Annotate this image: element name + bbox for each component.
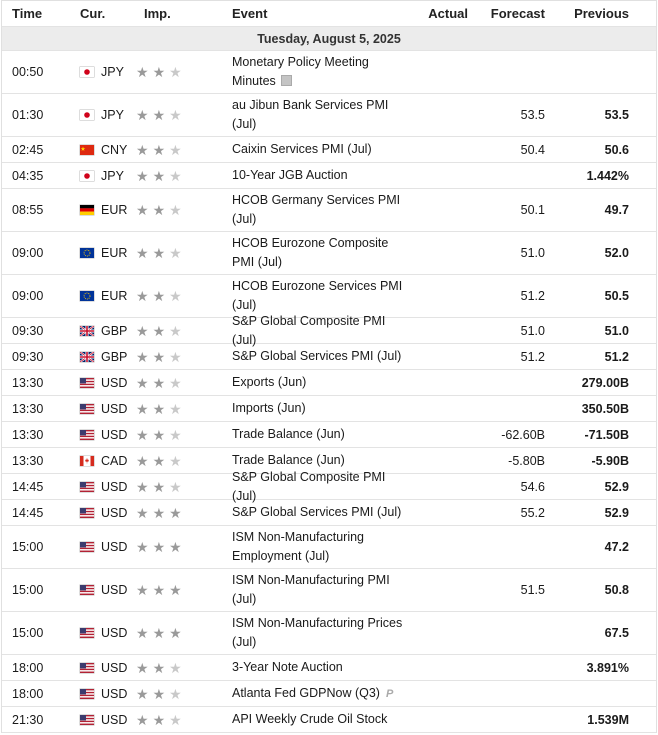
event-title[interactable]: HCOB Eurozone Composite PMI (Jul): [232, 236, 389, 269]
event-title[interactable]: S&P Global Composite PMI (Jul): [232, 313, 386, 347]
table-row[interactable]: [2, 51, 656, 94]
event-title[interactable]: Caixin Services PMI (Jul): [232, 142, 372, 156]
event-time: 04:35: [12, 168, 44, 183]
event-forecast: 51.0: [520, 246, 545, 260]
star-icon: ★: [152, 539, 166, 555]
event-currency: [68, 169, 134, 183]
usa-flag-icon: [80, 663, 94, 673]
table-row[interactable]: [2, 707, 656, 733]
japan-flag-icon: [80, 110, 94, 120]
event-time: 21:30: [12, 712, 44, 727]
event-currency: [68, 661, 134, 675]
event-title[interactable]: Monetary Policy Meeting Minutes: [232, 55, 369, 88]
event-currency: [68, 402, 134, 416]
event-title[interactable]: Trade Balance (Jun): [232, 427, 345, 441]
currency-code: GBP: [101, 349, 128, 364]
event-title[interactable]: Imports (Jun): [232, 401, 306, 415]
star-icon: ★: [136, 426, 149, 443]
economic-calendar-table: [1, 0, 657, 733]
star-icon: ★: [152, 288, 166, 304]
importance-stars: [134, 350, 222, 364]
star-icon: ★: [169, 107, 182, 123]
currency-code: USD: [101, 626, 128, 640]
event-title[interactable]: S&P Global Composite PMI (Jul): [232, 469, 386, 503]
usa-flag-icon: [80, 508, 94, 518]
table-row[interactable]: [2, 569, 656, 612]
importance-stars: [134, 428, 222, 442]
event-currency: [68, 376, 134, 390]
event-previous: 1.539M: [587, 712, 629, 727]
event-name[interactable]: [222, 425, 412, 444]
star-icon: ★: [152, 245, 166, 261]
star-icon: ★: [169, 245, 182, 261]
event-title[interactable]: ISM Non-Manufacturing Prices (Jul): [232, 616, 403, 649]
event-forecast: 50.4: [520, 142, 545, 157]
event-title[interactable]: 3-Year Note Auction: [232, 660, 343, 674]
event-name[interactable]: [222, 503, 412, 522]
event-name[interactable]: [222, 166, 412, 185]
header-forecast[interactable]: Forecast: [490, 6, 545, 21]
star-icon: ★: [169, 625, 182, 641]
star-icon: ★: [152, 64, 166, 80]
event-forecast: 51.2: [520, 289, 545, 303]
event-name[interactable]: [222, 140, 412, 159]
event-previous: 279.00B: [581, 375, 629, 390]
event-currency: [68, 65, 134, 79]
germany-flag-icon: [80, 205, 94, 215]
star-icon: ★: [136, 625, 149, 641]
star-icon: ★: [152, 167, 166, 184]
uk-flag-icon: [80, 326, 94, 336]
importance-stars: [134, 324, 222, 338]
star-icon: ★: [152, 374, 166, 391]
table-row[interactable]: [2, 681, 656, 707]
event-forecast: 51.2: [520, 349, 545, 364]
star-icon: ★: [169, 64, 182, 80]
star-icon: ★: [152, 202, 166, 218]
importance-stars: [134, 143, 222, 157]
event-name[interactable]: [222, 399, 412, 418]
event-time: 15:00: [12, 626, 44, 640]
star-icon: ★: [136, 322, 149, 339]
star-icon: ★: [136, 374, 149, 391]
usa-flag-icon: [80, 482, 94, 492]
table-row[interactable]: [2, 94, 656, 137]
currency-code: CAD: [101, 453, 128, 468]
event-time: 00:50: [12, 65, 44, 79]
event-time: 13:30: [12, 453, 44, 468]
star-icon: ★: [136, 504, 149, 521]
table-row[interactable]: [2, 396, 656, 422]
event-name[interactable]: [222, 571, 412, 609]
china-flag-icon: [80, 145, 94, 155]
currency-code: JPY: [101, 168, 124, 183]
importance-stars: [134, 583, 222, 597]
currency-code: USD: [101, 686, 128, 701]
importance-stars: [134, 65, 222, 79]
star-icon: ★: [136, 245, 149, 261]
event-forecast: 53.5: [520, 108, 545, 122]
event-currency: [68, 506, 134, 520]
star-icon: ★: [152, 426, 166, 443]
event-time: 18:00: [12, 686, 44, 701]
star-icon: ★: [152, 478, 166, 495]
event-currency: [68, 289, 134, 303]
currency-code: EUR: [101, 289, 128, 303]
usa-flag-icon: [80, 689, 94, 699]
event-time: 09:00: [12, 289, 44, 303]
importance-stars: [134, 289, 222, 303]
event-title[interactable]: 10-Year JGB Auction: [232, 168, 348, 182]
currency-code: USD: [101, 660, 128, 675]
star-icon: ★: [169, 141, 182, 158]
table-row[interactable]: [2, 526, 656, 569]
currency-code: GBP: [101, 323, 128, 338]
event-time: 02:45: [12, 142, 44, 157]
event-name[interactable]: [222, 528, 412, 566]
usa-flag-icon: [80, 585, 94, 595]
event-name[interactable]: [222, 234, 412, 272]
event-previous: 53.5: [604, 108, 629, 122]
importance-stars: [134, 480, 222, 494]
event-time: 18:00: [12, 660, 44, 675]
event-previous: 50.8: [604, 583, 629, 597]
star-icon: ★: [169, 504, 182, 521]
event-currency: [68, 480, 134, 494]
event-name[interactable]: [222, 658, 412, 677]
currency-code: USD: [101, 479, 128, 494]
document-icon[interactable]: [281, 75, 292, 86]
event-previous: 52.9: [604, 479, 629, 494]
star-icon: ★: [152, 582, 166, 598]
event-previous: 50.5: [604, 289, 629, 303]
event-title[interactable]: au Jibun Bank Services PMI (Jul): [232, 98, 389, 131]
importance-stars: [134, 376, 222, 390]
table-row[interactable]: [2, 189, 656, 232]
table-row[interactable]: [2, 370, 656, 396]
currency-code: USD: [101, 401, 128, 416]
star-icon: ★: [152, 685, 166, 702]
event-title[interactable]: HCOB Eurozone Services PMI (Jul): [232, 279, 403, 312]
event-name[interactable]: [222, 277, 412, 315]
header-time[interactable]: Time: [12, 6, 43, 21]
event-time: 01:30: [12, 108, 44, 122]
event-time: 13:30: [12, 401, 44, 416]
event-currency: [68, 143, 134, 157]
event-currency: [68, 713, 134, 727]
date-separator: Tuesday, August 5, 2025: [2, 27, 656, 51]
canada-flag-icon: [80, 456, 94, 466]
event-title[interactable]: Exports (Jun): [232, 375, 307, 389]
currency-code: USD: [101, 583, 128, 597]
event-name[interactable]: [222, 191, 412, 229]
table-header: [2, 0, 656, 27]
star-icon: ★: [169, 167, 182, 184]
star-icon: ★: [136, 400, 149, 417]
star-icon: ★: [169, 452, 182, 469]
star-icon: ★: [169, 539, 182, 555]
currency-code: USD: [101, 427, 128, 442]
event-name[interactable]: [222, 53, 412, 91]
star-icon: ★: [152, 107, 166, 123]
event-previous: 3.891%: [586, 660, 629, 675]
event-title[interactable]: ISM Non-Manufacturing PMI (Jul): [232, 573, 390, 606]
importance-stars: [134, 506, 222, 520]
star-icon: ★: [152, 711, 166, 728]
usa-flag-icon: [80, 628, 94, 638]
event-name[interactable]: [222, 710, 412, 729]
importance-stars: [134, 169, 222, 183]
table-row[interactable]: [2, 232, 656, 275]
table-row[interactable]: [2, 313, 656, 347]
usa-flag-icon: [80, 715, 94, 725]
event-forecast: 51.0: [520, 323, 545, 338]
usa-flag-icon: [80, 378, 94, 388]
event-forecast: 54.6: [520, 479, 545, 494]
event-previous: -71.50B: [584, 427, 629, 442]
currency-code: USD: [101, 505, 128, 520]
event-title[interactable]: ISM Non-Manufacturing Employment (Jul): [232, 530, 365, 563]
header-previous[interactable]: Previous: [574, 6, 629, 21]
star-icon: ★: [152, 141, 166, 158]
star-icon: ★: [136, 659, 149, 676]
star-icon: ★: [136, 348, 149, 365]
event-currency: [68, 324, 134, 338]
event-time: 13:30: [12, 375, 44, 390]
star-icon: ★: [169, 659, 182, 676]
event-currency: [68, 583, 134, 597]
event-currency: [68, 687, 134, 701]
event-currency: [68, 203, 134, 217]
event-previous: 51.0: [604, 323, 629, 338]
star-icon: ★: [152, 625, 166, 641]
star-icon: ★: [152, 348, 166, 365]
star-icon: ★: [169, 685, 182, 702]
currency-code: USD: [101, 375, 128, 390]
event-name[interactable]: [222, 684, 412, 704]
currency-code: EUR: [101, 203, 128, 217]
event-forecast: 55.2: [520, 505, 545, 520]
event-time: 14:45: [12, 505, 44, 520]
event-currency: [68, 454, 134, 468]
importance-stars: [134, 540, 222, 554]
importance-stars: [134, 713, 222, 727]
star-icon: ★: [136, 582, 149, 598]
importance-stars: [134, 454, 222, 468]
event-name[interactable]: [222, 373, 412, 392]
header-currency[interactable]: Cur.: [80, 6, 106, 21]
preliminary-icon[interactable]: P: [385, 687, 394, 700]
currency-code: USD: [101, 712, 128, 727]
event-currency: [68, 350, 134, 364]
importance-stars: [134, 108, 222, 122]
star-icon: ★: [152, 504, 166, 521]
event-previous: 50.6: [604, 142, 629, 157]
table-row[interactable]: [2, 344, 656, 370]
star-icon: ★: [152, 452, 166, 469]
currency-code: JPY: [101, 65, 124, 79]
importance-stars: [134, 203, 222, 217]
star-icon: ★: [169, 322, 182, 339]
table-row[interactable]: [2, 469, 656, 503]
event-time: 09:00: [12, 246, 44, 260]
japan-flag-icon: [80, 67, 94, 77]
event-currency: [68, 540, 134, 554]
event-forecast: 50.1: [520, 203, 545, 217]
table-row[interactable]: [2, 612, 656, 655]
star-icon: ★: [136, 452, 149, 469]
event-previous: 51.2: [604, 349, 629, 364]
star-icon: ★: [136, 539, 149, 555]
star-icon: ★: [169, 374, 182, 391]
event-time: 09:30: [12, 349, 44, 364]
event-title[interactable]: S&P Global Services PMI (Jul): [232, 349, 402, 363]
event-currency: [68, 246, 134, 260]
importance-stars: [134, 402, 222, 416]
table-row[interactable]: [2, 137, 656, 163]
event-name[interactable]: [222, 614, 412, 652]
event-name[interactable]: [222, 312, 412, 350]
importance-stars: [134, 626, 222, 640]
event-name[interactable]: [222, 347, 412, 366]
star-icon: ★: [136, 64, 149, 80]
event-previous: 49.7: [604, 203, 629, 217]
star-icon: ★: [152, 659, 166, 676]
star-icon: ★: [136, 288, 149, 304]
event-previous: 52.0: [604, 246, 629, 260]
table-row[interactable]: [2, 163, 656, 189]
star-icon: ★: [169, 582, 182, 598]
event-currency: [68, 108, 134, 122]
star-icon: ★: [169, 288, 182, 304]
event-time: 13:30: [12, 427, 44, 442]
event-title[interactable]: API Weekly Crude Oil Stock: [232, 712, 388, 726]
usa-flag-icon: [80, 542, 94, 552]
event-title[interactable]: HCOB Germany Services PMI (Jul): [232, 193, 401, 226]
usa-flag-icon: [80, 430, 94, 440]
currency-code: JPY: [101, 108, 124, 122]
importance-stars: [134, 661, 222, 675]
event-name[interactable]: [222, 96, 412, 134]
star-icon: ★: [136, 685, 149, 702]
star-icon: ★: [136, 107, 149, 123]
event-time: 09:30: [12, 323, 44, 338]
event-forecast: 51.5: [520, 583, 545, 597]
table-row[interactable]: [2, 500, 656, 526]
eu-flag-icon: [80, 291, 94, 301]
star-icon: ★: [136, 141, 149, 158]
event-previous: -5.90B: [591, 453, 629, 468]
header-importance[interactable]: Imp.: [144, 6, 171, 21]
importance-stars: [134, 687, 222, 701]
star-icon: ★: [169, 711, 182, 728]
japan-flag-icon: [80, 171, 94, 181]
event-name[interactable]: [222, 468, 412, 506]
star-icon: ★: [169, 400, 182, 417]
uk-flag-icon: [80, 352, 94, 362]
header-actual[interactable]: Actual: [428, 6, 468, 21]
star-icon: ★: [169, 202, 182, 218]
event-previous: 52.9: [604, 505, 629, 520]
event-currency: [68, 626, 134, 640]
event-title[interactable]: S&P Global Services PMI (Jul): [232, 505, 402, 519]
event-previous: 47.2: [604, 540, 629, 554]
event-previous: 1.442%: [586, 168, 629, 183]
event-time: 15:00: [12, 583, 44, 597]
event-previous: 350.50B: [581, 401, 629, 416]
star-icon: ★: [136, 202, 149, 218]
header-event[interactable]: Event: [232, 6, 268, 21]
usa-flag-icon: [80, 404, 94, 414]
event-currency: [68, 428, 134, 442]
event-previous: 67.5: [604, 626, 629, 640]
importance-stars: [134, 246, 222, 260]
event-time: 08:55: [12, 203, 44, 217]
event-forecast: -5.80B: [508, 453, 545, 468]
event-title[interactable]: Atlanta Fed GDPNow (Q3): [232, 685, 380, 700]
table-row[interactable]: [2, 655, 656, 681]
star-icon: ★: [136, 478, 149, 495]
currency-code: CNY: [101, 142, 128, 157]
event-title[interactable]: Trade Balance (Jun): [232, 453, 345, 467]
event-time: 15:00: [12, 540, 44, 554]
table-row[interactable]: [2, 422, 656, 448]
star-icon: ★: [152, 322, 166, 339]
event-rows: [2, 51, 656, 733]
star-icon: ★: [136, 167, 149, 184]
event-forecast: -62.60B: [501, 427, 545, 442]
currency-code: EUR: [101, 246, 128, 260]
star-icon: ★: [152, 400, 166, 417]
event-time: 14:45: [12, 479, 44, 494]
eu-flag-icon: [80, 248, 94, 258]
star-icon: ★: [169, 478, 182, 495]
star-icon: ★: [136, 711, 149, 728]
star-icon: ★: [169, 426, 182, 443]
currency-code: USD: [101, 540, 128, 554]
star-icon: ★: [169, 348, 182, 365]
